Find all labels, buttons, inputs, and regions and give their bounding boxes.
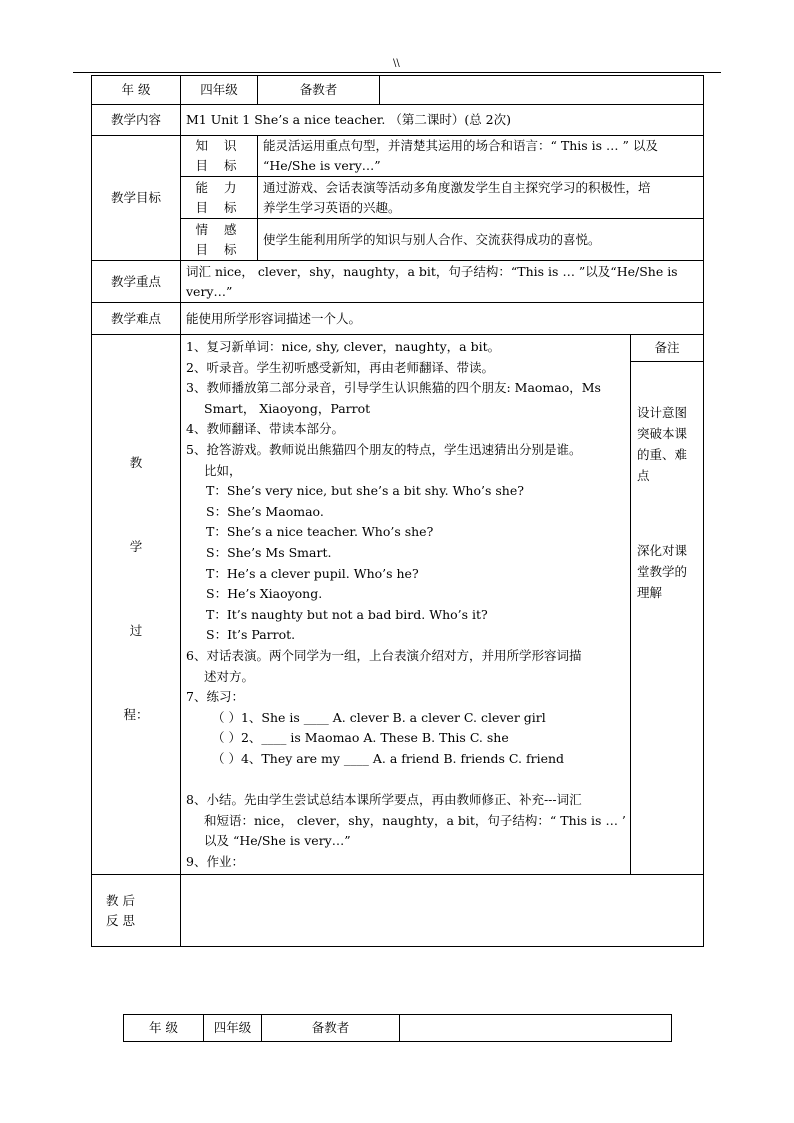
process-line: 述对方。 xyxy=(204,668,255,684)
reflection-value xyxy=(181,875,704,947)
objectives-label: 教学目标 xyxy=(92,136,181,261)
process-line: S：He’s Xiaoyong. xyxy=(206,586,323,602)
process-line: 比如， xyxy=(204,462,242,478)
process-steps xyxy=(181,335,631,875)
process-line: Smart， Xiaoyong，Parrot xyxy=(204,400,371,416)
grade-value: 四年级 xyxy=(181,76,258,105)
process-line: 7、练习： xyxy=(186,689,244,705)
key-points-label: 教学重点 xyxy=(92,261,181,303)
exercise-item: （ ）1、She is ____ A. clever B. a clever C. clever girl xyxy=(212,709,546,725)
process-label: 教 学 过 程： xyxy=(92,335,181,875)
difficulties-label: 教学难点 xyxy=(92,303,181,335)
ability-objective-text: 通过游戏、会话表演等活动多角度激发学生自主探究学习的积极性，培 养学生学习英语的兴趣。 xyxy=(258,177,704,219)
next-lesson-table xyxy=(123,1014,672,1042)
ability-objective-label: 能 力 目 标 xyxy=(181,177,258,219)
grade-label: 年 级 xyxy=(92,76,181,105)
process-line: 8、小结。先由学生尝试总结本课所学要点，再由教师修正、补充---词汇 xyxy=(186,792,582,808)
exercise-item: （ ）2、____ is Maomao A. These B. This C. she xyxy=(212,730,509,746)
process-line: 1、复习新单词：nice, shy, clever，naughty，a bit。 xyxy=(186,339,501,354)
preparer-value-2 xyxy=(400,1015,672,1042)
preparer-label: 备教者 xyxy=(258,76,380,105)
content-value: M1 Unit 1 She’s a nice teacher. （第二课时）(总 2次) xyxy=(181,105,704,136)
process-line: S：She’s Ms Smart. xyxy=(206,544,332,560)
remark-notes: 设计意图 突破本课 的重、难 点 深化对课 堂教学的 理解 xyxy=(631,362,704,875)
process-line: 9、作业： xyxy=(186,853,244,869)
process-line: 以及 “He/She is very…” xyxy=(204,833,351,849)
key-points-text: 词汇 nice， clever，shy，naughty，a bit，句子结构：“This is … ”以及“He/She is very…” xyxy=(181,261,704,303)
exercise-item: （ ）4、They are my ____ A. a friend B. friends C. friend xyxy=(212,750,565,766)
process-line: T：He’s a clever pupil. Who’s he? xyxy=(206,565,419,581)
process-line: 3、教师播放第二部分录音，引导学生认识熊猫的四个朋友: Maomao，Ms xyxy=(186,380,601,396)
process-line: 6、对话表演。两个同学为一组，上台表演介绍对方，并用所学形容词描 xyxy=(186,647,582,663)
emotion-objective-label: 情 感 目 标 xyxy=(181,219,258,261)
process-line: T：It’s naughty but not a bad bird. Who’s it? xyxy=(206,606,488,622)
content-label: 教学内容 xyxy=(92,105,181,136)
remark-header: 备注 xyxy=(631,335,704,362)
process-line xyxy=(186,769,625,790)
grade-label-2: 年 级 xyxy=(124,1015,204,1042)
header-mark: \\ xyxy=(393,58,400,69)
difficulties-text: 能使用所学形容词描述一个人。 xyxy=(181,303,704,335)
process-line: 5、抢答游戏。教师说出熊猫四个朋友的特点，学生迅速猜出分别是谁。 xyxy=(186,441,582,457)
process-line: 2、听录音。学生初听感受新知，再由老师翻译、带读。 xyxy=(186,359,494,375)
process-line: 和短语：nice， clever，shy，naughty，a bit，句子结构：“ This is … ’ xyxy=(204,812,626,828)
emotion-objective-text: 使学生能利用所学的知识与别人合作、交流获得成功的喜悦。 xyxy=(258,219,704,261)
process-line: 4、教师翻译、带读本部分。 xyxy=(186,421,344,437)
header-rule xyxy=(73,72,721,73)
process-line: S：She’s Maomao. xyxy=(206,503,324,519)
knowledge-objective-label: 知 识 目 标 xyxy=(181,136,258,177)
preparer-value xyxy=(380,76,704,105)
process-line: S：It’s Parrot. xyxy=(206,627,296,643)
lesson-plan-table xyxy=(91,75,704,947)
grade-value-2: 四年级 xyxy=(204,1015,262,1042)
reflection-label: 教 后 反 思 xyxy=(92,875,181,947)
process-line: T：She’s a nice teacher. Who’s she? xyxy=(206,524,434,540)
knowledge-objective-text: 能灵活运用重点句型，并清楚其运用的场合和语言：“ This is … ” 以及 “He/She is very…” xyxy=(258,136,704,177)
preparer-label-2: 备教者 xyxy=(262,1015,400,1042)
process-line: T：She’s very nice, but she’s a bit shy. Who’s she? xyxy=(206,483,524,499)
